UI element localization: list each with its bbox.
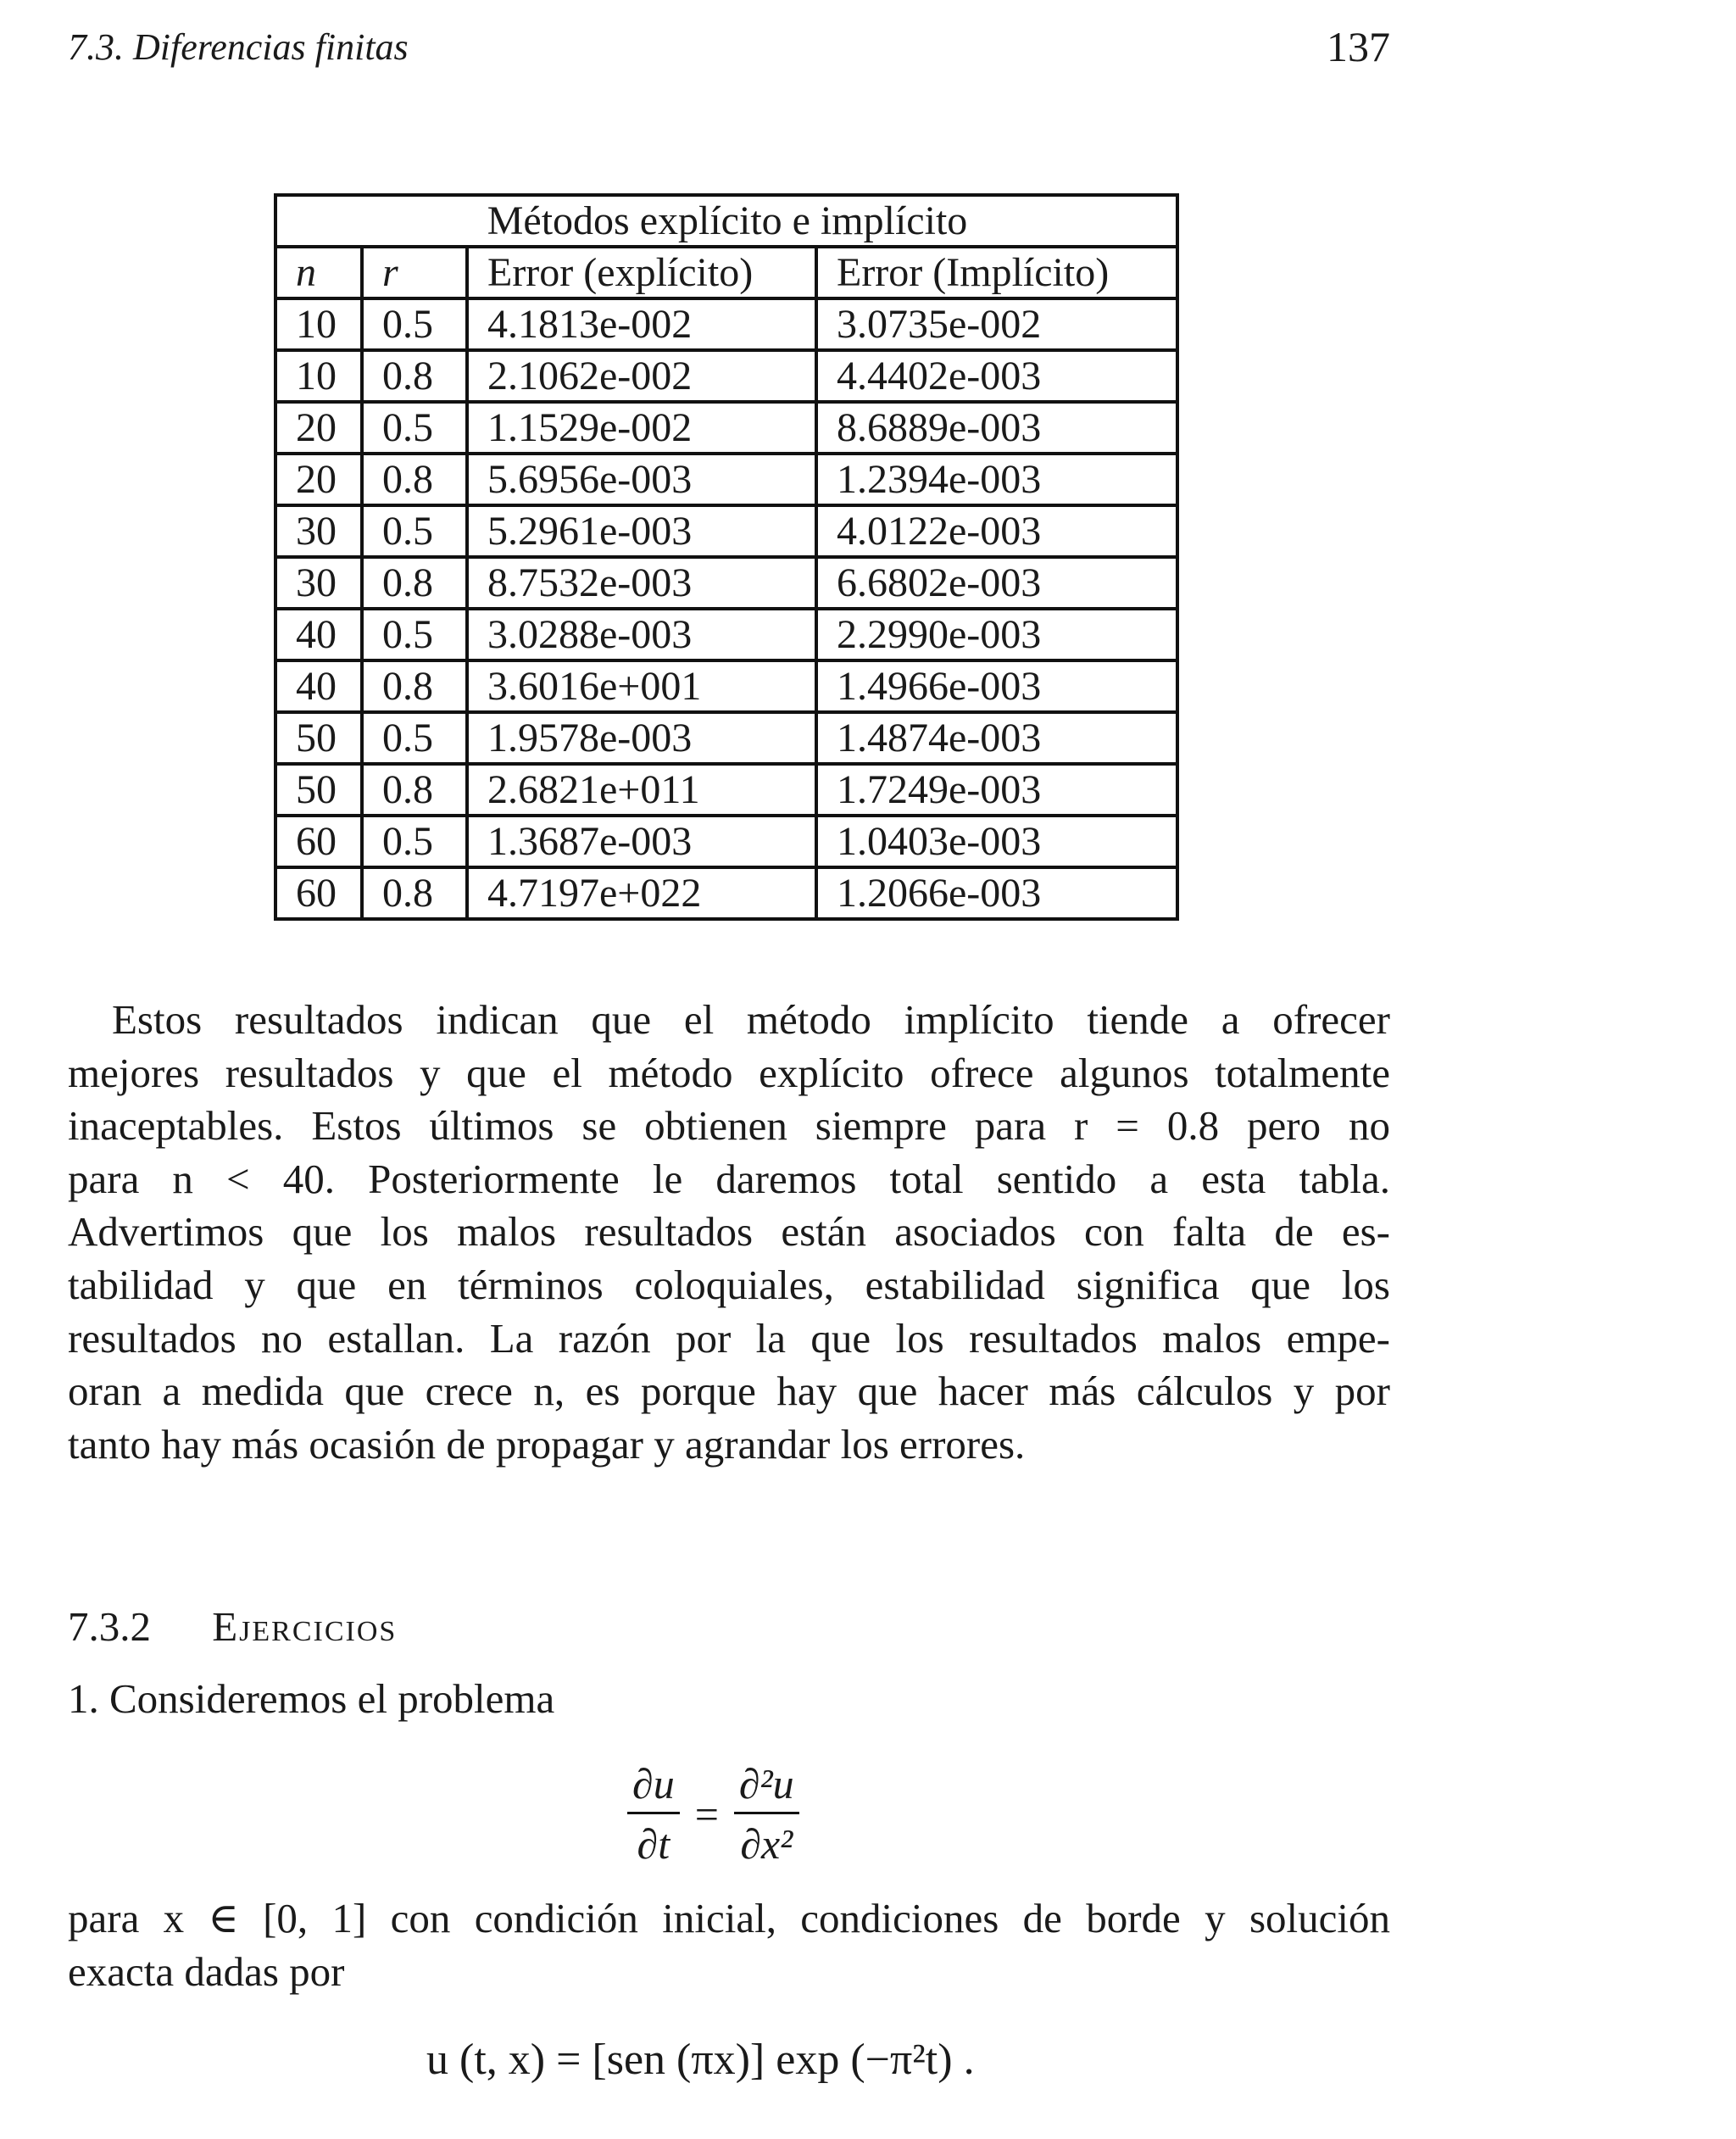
cell-error-explicit: 5.6956e-003 bbox=[467, 454, 816, 505]
table-caption-row bbox=[275, 195, 1177, 247]
cell-r: 0.5 bbox=[362, 712, 467, 764]
cell-error-implicit: 8.6889e-003 bbox=[816, 402, 1177, 454]
cell-n: 30 bbox=[275, 505, 362, 557]
paragraph-line: inaceptables. Estos últimos se obtienen siempre para r = 0.8 pero no bbox=[68, 1102, 1390, 1150]
paragraph-line: resultados no estallan. La razón por la que los resultados malos empe- bbox=[68, 1314, 1390, 1362]
cell-r: 0.5 bbox=[362, 505, 467, 557]
results-table bbox=[274, 193, 1179, 921]
cell-error-explicit: 1.9578e-003 bbox=[467, 712, 816, 764]
cell-error-explicit: 2.1062e-002 bbox=[467, 350, 816, 402]
lhs-fraction bbox=[627, 1759, 680, 1869]
cell-n: 20 bbox=[275, 454, 362, 505]
cell-n: 40 bbox=[275, 609, 362, 660]
cell-r: 0.8 bbox=[362, 454, 467, 505]
cell-error-implicit: 6.6802e-003 bbox=[816, 557, 1177, 609]
paragraph-line: oran a medida que crece n, es porque hay que hacer más cálculos y por bbox=[68, 1368, 1390, 1415]
page-number: 137 bbox=[1327, 23, 1390, 70]
cell-error-implicit: 4.4402e-003 bbox=[816, 350, 1177, 402]
cell-error-explicit: 8.7532e-003 bbox=[467, 557, 816, 609]
rhs-denominator: ∂x² bbox=[740, 1820, 793, 1868]
cell-error-implicit: 1.4874e-003 bbox=[816, 712, 1177, 764]
cell-error-explicit: 1.1529e-002 bbox=[467, 402, 816, 454]
body-paragraph bbox=[68, 994, 1390, 1471]
table-row bbox=[275, 867, 1177, 919]
cell-n: 20 bbox=[275, 402, 362, 454]
paragraph-line: tanto hay más ocasión de propagar y agrandar los errores. bbox=[68, 1420, 1026, 1468]
paragraph-line: para x ∈ [0, 1] con condición inicial, condiciones de borde y solución bbox=[68, 1895, 1390, 1941]
table-row bbox=[275, 557, 1177, 609]
cell-r: 0.5 bbox=[362, 816, 467, 867]
cell-error-explicit: 2.6821e+011 bbox=[467, 764, 816, 816]
cell-r: 0.8 bbox=[362, 557, 467, 609]
table-body bbox=[275, 298, 1177, 919]
cell-r: 0.5 bbox=[362, 402, 467, 454]
cell-error-explicit: 3.0288e-003 bbox=[467, 609, 816, 660]
cell-error-implicit: 1.4966e-003 bbox=[816, 660, 1177, 712]
cell-n: 10 bbox=[275, 298, 362, 350]
cell-n: 10 bbox=[275, 350, 362, 402]
cell-error-implicit: 1.2066e-003 bbox=[816, 867, 1177, 919]
section-title: Ejercicios bbox=[212, 1603, 398, 1650]
cell-r: 0.8 bbox=[362, 867, 467, 919]
cell-r: 0.8 bbox=[362, 660, 467, 712]
header-n: n bbox=[275, 247, 362, 298]
paragraph-line: Advertimos que los malos resultados están asociados con falta de es- bbox=[68, 1208, 1390, 1256]
paragraph-line: Estos resultados indican que el método implícito tiende a ofrecer bbox=[112, 996, 1390, 1043]
exact-solution-equation: u (t, x) = [sen (πx)] exp (−π²t) . bbox=[426, 2036, 975, 2084]
equals-sign: = bbox=[694, 1790, 719, 1838]
cell-n: 30 bbox=[275, 557, 362, 609]
table-row bbox=[275, 764, 1177, 816]
rhs-fraction bbox=[734, 1759, 799, 1869]
table-row bbox=[275, 660, 1177, 712]
exercise-item: 1. Consideremos el problema bbox=[68, 1675, 555, 1722]
rhs-numerator: ∂²u bbox=[734, 1759, 799, 1814]
section-heading bbox=[68, 1602, 397, 1651]
paragraph-line: mejores resultados y que el método explícito ofrece algunos totalmente bbox=[68, 1049, 1390, 1096]
cell-n: 60 bbox=[275, 867, 362, 919]
table-caption: Métodos explícito e implícito bbox=[275, 195, 1177, 247]
cell-r: 0.5 bbox=[362, 298, 467, 350]
cell-error-implicit: 2.2990e-003 bbox=[816, 609, 1177, 660]
running-title: 7.3. Diferencias finitas bbox=[68, 26, 409, 68]
header-error-explicit: Error (explícito) bbox=[467, 247, 816, 298]
cell-error-explicit: 3.6016e+001 bbox=[467, 660, 816, 712]
conditions-paragraph bbox=[68, 1892, 1390, 1998]
table-row bbox=[275, 298, 1177, 350]
cell-error-implicit: 3.0735e-002 bbox=[816, 298, 1177, 350]
cell-r: 0.8 bbox=[362, 350, 467, 402]
cell-error-implicit: 4.0122e-003 bbox=[816, 505, 1177, 557]
header-error-implicit: Error (Implícito) bbox=[816, 247, 1177, 298]
heat-equation bbox=[627, 1759, 799, 1869]
paragraph-line: exacta dadas por bbox=[68, 1947, 345, 1995]
table-row bbox=[275, 505, 1177, 557]
cell-error-implicit: 1.0403e-003 bbox=[816, 816, 1177, 867]
page-header bbox=[68, 17, 1390, 76]
cell-error-explicit: 4.1813e-002 bbox=[467, 298, 816, 350]
cell-error-implicit: 1.2394e-003 bbox=[816, 454, 1177, 505]
cell-n: 50 bbox=[275, 712, 362, 764]
table-row bbox=[275, 712, 1177, 764]
paragraph-line: para n < 40. Posteriormente le daremos total sentido a esta tabla. bbox=[68, 1155, 1390, 1202]
table-row bbox=[275, 816, 1177, 867]
lhs-denominator: ∂t bbox=[637, 1820, 670, 1868]
cell-r: 0.8 bbox=[362, 764, 467, 816]
table-row bbox=[275, 402, 1177, 454]
section-number: 7.3.2 bbox=[68, 1603, 151, 1650]
cell-r: 0.5 bbox=[362, 609, 467, 660]
cell-error-explicit: 5.2961e-003 bbox=[467, 505, 816, 557]
cell-n: 50 bbox=[275, 764, 362, 816]
cell-n: 40 bbox=[275, 660, 362, 712]
cell-error-explicit: 4.7197e+022 bbox=[467, 867, 816, 919]
table-row bbox=[275, 609, 1177, 660]
header-r: r bbox=[362, 247, 467, 298]
cell-error-implicit: 1.7249e-003 bbox=[816, 764, 1177, 816]
table-row bbox=[275, 350, 1177, 402]
paragraph-line: tabilidad y que en términos coloquiales, estabilidad significa que los bbox=[68, 1261, 1390, 1308]
cell-n: 60 bbox=[275, 816, 362, 867]
lhs-numerator: ∂u bbox=[627, 1759, 680, 1814]
table-header-row bbox=[275, 247, 1177, 298]
table-row bbox=[275, 454, 1177, 505]
cell-error-explicit: 1.3687e-003 bbox=[467, 816, 816, 867]
